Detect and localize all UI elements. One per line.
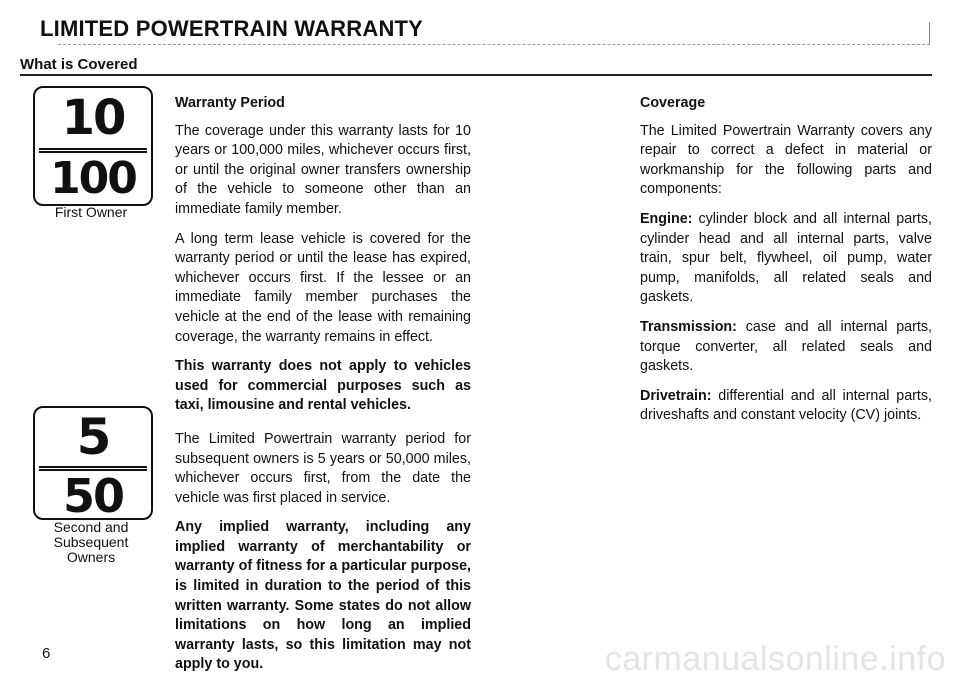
badge-miles: 100: [50, 153, 136, 204]
page-title: LIMITED POWERTRAIN WARRANTY: [40, 16, 424, 41]
second-owner-label: [33, 520, 149, 565]
item-text: differential and all internal parts, driveshafts and constant velocity (CV) joints.: [640, 387, 932, 424]
paragraph: The coverage under this warranty lasts for 10 years or 100,000 miles, whichever occurs first, or until the original owner transfers ownership of the vehicle to someone other than an immediate family member.: [175, 122, 471, 217]
coverage-intro: The Limited Powertrain Warranty covers any repair to correct a defect in material or workmanship for the following parts and components:: [640, 122, 932, 198]
item-label: Transmission:: [640, 318, 737, 335]
badge-years: 5: [76, 408, 110, 466]
label-line: Owners: [66, 549, 116, 565]
paragraph: A long term lease vehicle is covered for the warranty period or until the lease has expired, whichever occurs first. If the lessee or an immediate family member purchases the vehicle at the end of the lease with remaining coverage, the warranty remains in effect.: [175, 230, 471, 345]
commercial-exclusion: This warranty does not apply to vehicles used for commercial purposes such as taxi, limousine and rental vehicles.: [175, 358, 471, 414]
coverage-item-transmission: [640, 318, 932, 377]
label-line: Second and: [53, 519, 129, 535]
page-number: 6: [42, 645, 51, 662]
warranty-period-heading: Warranty Period: [175, 95, 285, 111]
first-owner-badge: [33, 86, 153, 206]
first-owner-label: First Owner: [54, 204, 128, 220]
badge-years: 10: [61, 90, 125, 146]
coverage-item-engine: [640, 210, 932, 308]
item-text: case and all internal parts, torque converter, all related seals and gaskets.: [640, 318, 932, 375]
coverage-column: [640, 94, 932, 436]
item-label: Engine:: [640, 210, 693, 227]
badge-miles: 50: [62, 469, 123, 520]
item-text: cylinder block and all internal parts, cylinder head and all internal parts, valve train, spur belt, flywheel, oil pump, water pump, manifolds, all related seals and gaskets.: [640, 210, 932, 306]
coverage-heading: Coverage: [640, 95, 706, 111]
title-divider: [58, 44, 930, 45]
paragraph: The Limited Powertrain warranty period for subsequent owners is 5 years or 50,000 miles, whichever occurs first, from the date the vehicle was first placed in service.: [175, 430, 471, 506]
coverage-item-drivetrain: [640, 387, 932, 426]
section-rule: [20, 74, 932, 76]
title-corner-mark: [929, 22, 930, 44]
section-title: What is Covered: [20, 56, 138, 73]
second-owner-badge: [33, 406, 153, 520]
watermark: carmanualsonline.info: [604, 640, 946, 678]
item-label: Drivetrain:: [640, 387, 712, 404]
label-line: Subsequent: [53, 534, 129, 550]
warranty-period-column: [175, 94, 471, 685]
implied-warranty-notice: Any implied warranty, including any implied warranty of merchantability or warranty of fitness for a particular purpose, is limited in duration to the period of this written warranty. Some states do not allow limitations on how long an implied warranty lasts, so this limitation may not apply to you.: [175, 519, 471, 673]
